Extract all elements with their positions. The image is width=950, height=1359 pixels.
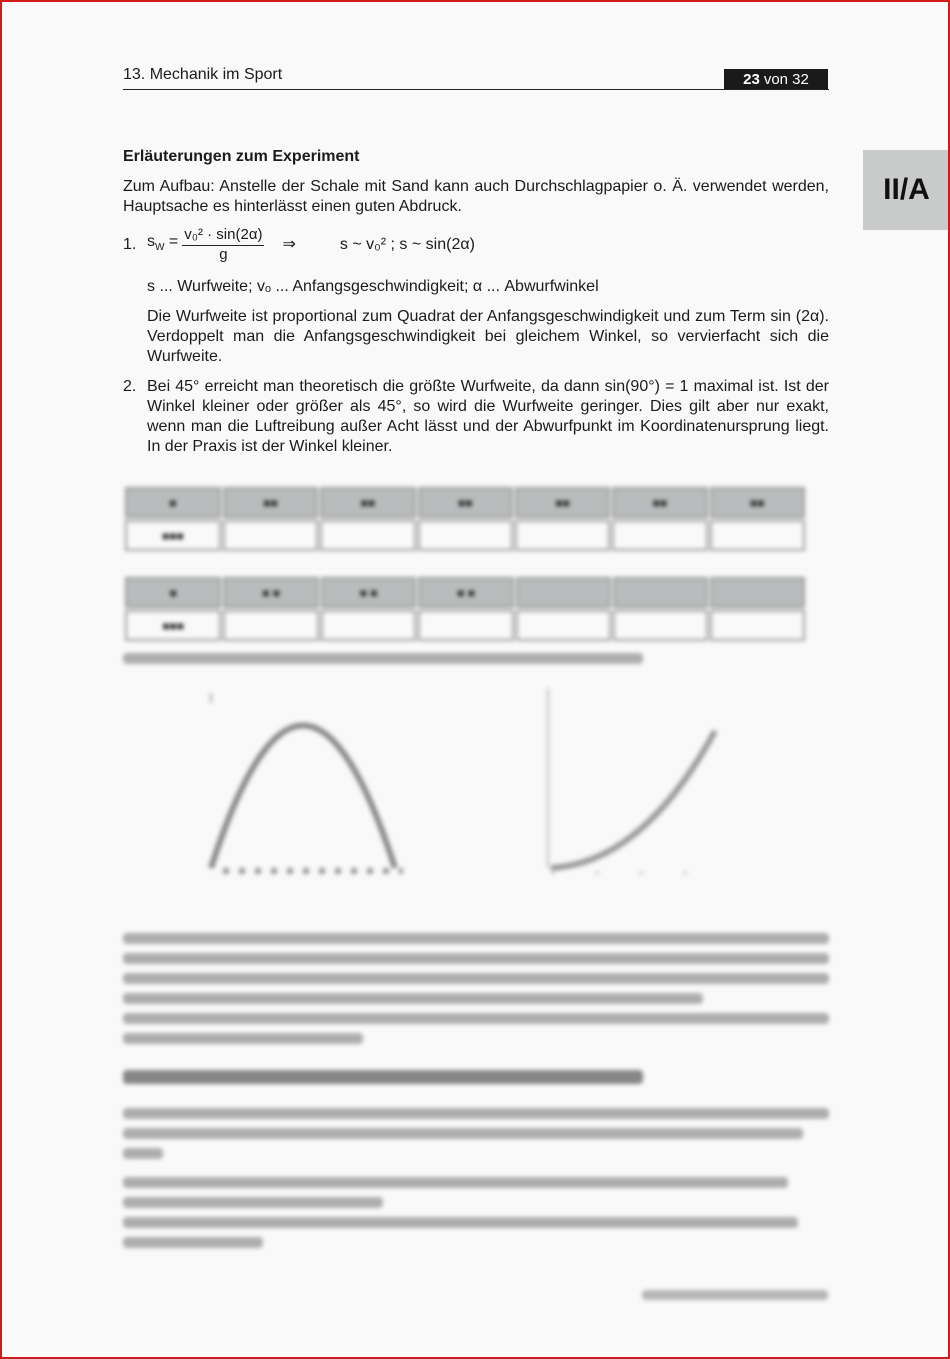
fraction-numerator: v₀² · sin(2α) <box>182 226 264 246</box>
chapter-title: 13. Mechanik im Sport <box>123 66 283 83</box>
blurred-region <box>123 485 829 1248</box>
item-number: 1. <box>123 236 137 253</box>
proportionality: s ~ v₀² ; s ~ sin(2α) <box>339 236 475 253</box>
section-tab: II/A <box>863 150 950 230</box>
item2 <box>123 377 829 457</box>
implies-arrow: ⇒ <box>282 236 296 253</box>
graphs-figure <box>123 673 829 893</box>
header-divider <box>123 89 829 90</box>
footer-credit <box>642 1290 828 1300</box>
item-number: 2. <box>123 378 137 395</box>
table-speeds: ■ ■ ■ ■ ■ ■ ■ ■■■ <box>123 575 807 643</box>
page-total: von 32 <box>763 71 809 88</box>
item2-text: Bei 45° erreicht man theoretisch die größte Wurfweite, da dann sin(90°) = 1 maximal ist. Ist der Winkel kleiner oder größer als 45°, so wird die Wurfweite geringer. Dies gilt aber nur exakt, wenn man die Luftreibung außer Acht lässt und der Abwurfpunkt im Koordinatenursprung liegt. In der Praxis ist der Winkel kleiner. <box>147 378 829 455</box>
item1-explanation: Die Wurfweite ist proportional zum Quadrat der Anfangsgeschwindigkeit und zum Term sin (2α). Verdoppelt man die Anfangsgeschwindigkeit bei gleichem Winkel, so vervierfacht sich die Wurfweite. <box>147 308 829 365</box>
formula-lhs: $s_W$ = <box>147 232 179 254</box>
fraction-denominator: g <box>219 246 228 263</box>
main-content <box>123 147 829 1257</box>
parabola-curve <box>211 726 395 869</box>
page-indicator <box>724 69 828 90</box>
formula-row <box>123 223 829 267</box>
quadratic-curve <box>551 731 715 868</box>
table-angles: ■ ■■ ■■ ■■ ■■ ■■ ■■ ■■■ <box>123 485 807 553</box>
formula-fraction <box>182 226 264 264</box>
page-current: 23 <box>743 71 760 88</box>
variable-legend: s ... Wurfweite; vₒ ... Anfangsgeschwindigkeit; α ... Abwurfwinkel <box>147 278 599 295</box>
intro-paragraph: Zum Aufbau: Anstelle der Schale mit Sand kann auch Durchschlagpapier o. Ä. verwendet werden, Hauptsache es hinterlässt einen guten Abdruck. <box>123 178 829 215</box>
section-heading: Erläuterungen zum Experiment <box>123 148 360 165</box>
